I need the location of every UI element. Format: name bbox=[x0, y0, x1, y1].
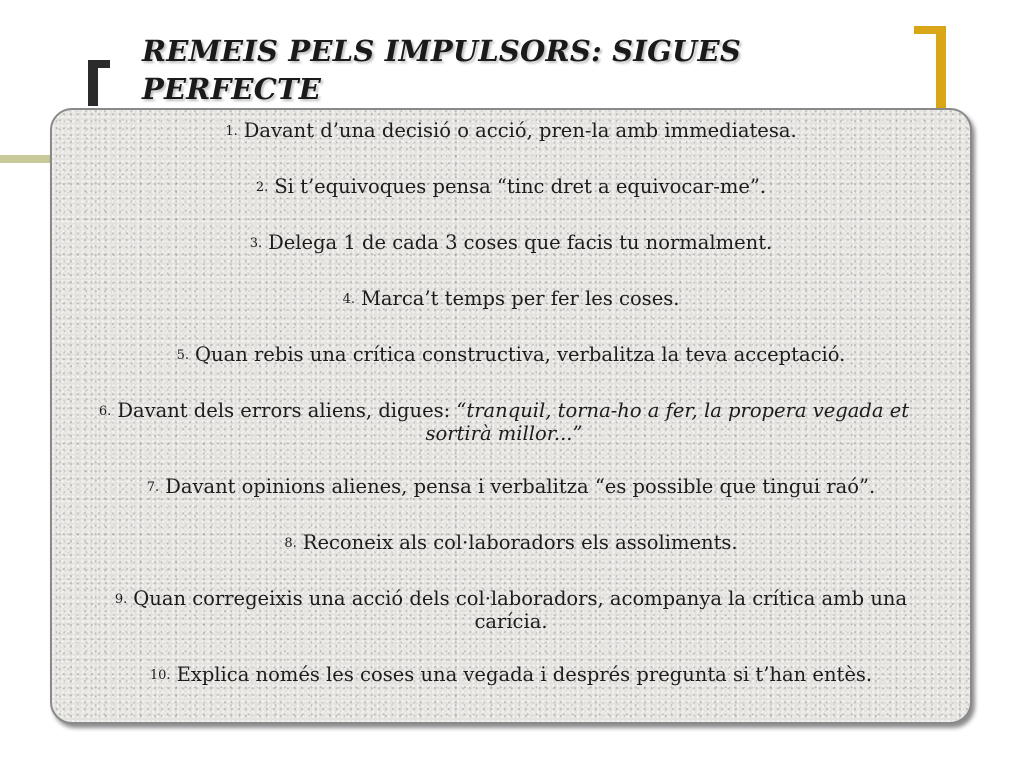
right-bracket-decoration bbox=[936, 26, 946, 110]
item-quote: “tranquil, torna-ho a fer, la propera vegada et sortirà millor...” bbox=[425, 399, 910, 445]
item-number: 4. bbox=[342, 292, 355, 307]
list-item bbox=[52, 532, 970, 555]
item-number: 1. bbox=[225, 124, 238, 139]
item-number: 9. bbox=[114, 592, 128, 607]
left-bracket-decoration bbox=[88, 60, 98, 106]
slide-title: REMEIS PELS IMPULSORS: SIGUES PERFECTE bbox=[142, 34, 741, 106]
item-text: Si t’equivoques pensa “tinc dret a equivocar-me”. bbox=[274, 175, 767, 198]
item-text: Davant opinions alienes, pensa i verbalitza “es possible que tingui raó”. bbox=[165, 475, 876, 498]
list-item bbox=[52, 476, 970, 499]
item-number: 3. bbox=[249, 236, 263, 251]
item-text: Reconeix als col·laboradors els assoliments. bbox=[302, 531, 738, 554]
list-item bbox=[52, 120, 970, 143]
item-text: Quan corregeixis una acció dels col·laboradors, acompanya la crítica amb una carícia. bbox=[133, 587, 908, 633]
item-text: Davant dels errors aliens, digues: bbox=[117, 399, 457, 422]
list-item bbox=[52, 664, 970, 687]
item-text: Davant d’una decisió o acció, pren-la amb immediatesa. bbox=[243, 119, 797, 142]
content-panel bbox=[50, 108, 972, 724]
list-item bbox=[52, 588, 970, 633]
item-number: 8. bbox=[284, 536, 297, 551]
item-number: 5. bbox=[176, 348, 190, 363]
item-text: Explica només les coses una vegada i després pregunta si t’han entès. bbox=[176, 663, 873, 686]
item-number: 6. bbox=[98, 404, 112, 419]
accent-line-decoration bbox=[0, 155, 52, 163]
list-item bbox=[52, 400, 970, 445]
item-number: 2. bbox=[255, 180, 269, 195]
list-item bbox=[52, 344, 970, 367]
list-item bbox=[52, 176, 970, 199]
item-text: Quan rebis una crítica constructiva, verbalitza la teva acceptació. bbox=[195, 343, 846, 366]
item-text: Marca’t temps per fer les coses. bbox=[360, 287, 680, 310]
item-number: 10. bbox=[149, 668, 171, 683]
item-text: Delega 1 de cada 3 coses que facis tu normalment. bbox=[268, 231, 773, 254]
list-item bbox=[52, 288, 970, 311]
item-number: 7. bbox=[146, 480, 160, 495]
remedies-list bbox=[52, 120, 970, 687]
list-item bbox=[52, 232, 970, 255]
